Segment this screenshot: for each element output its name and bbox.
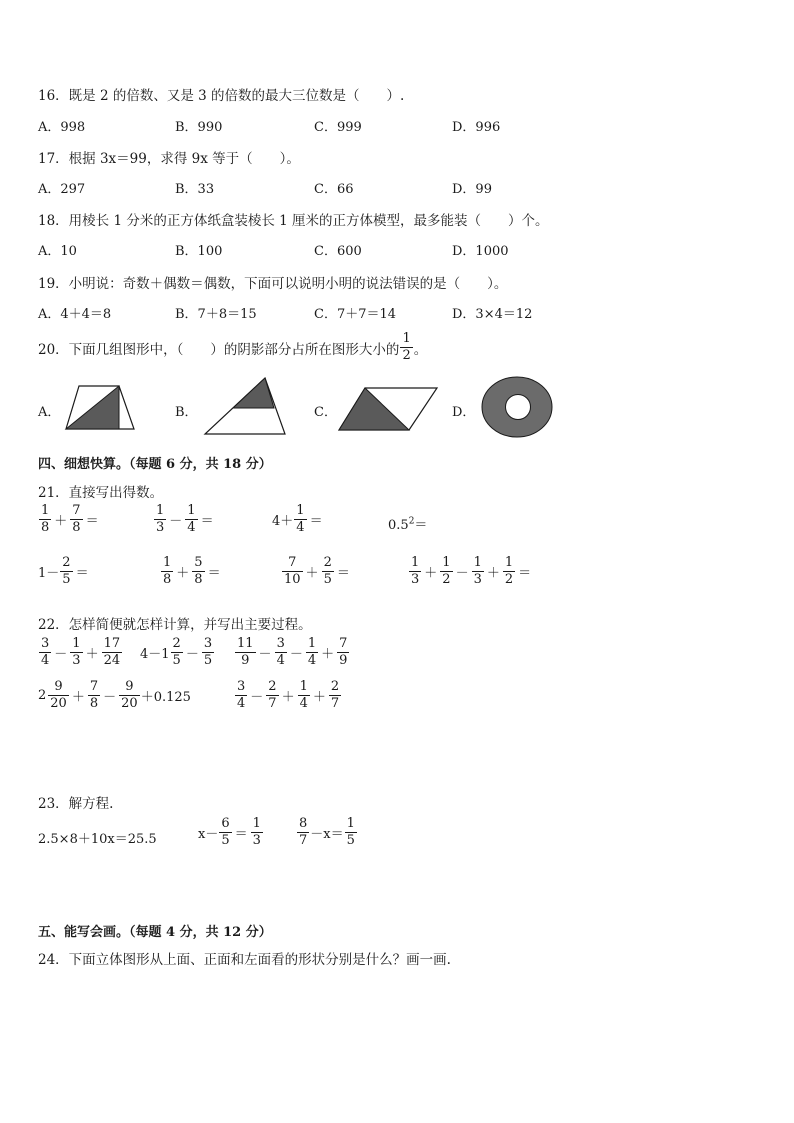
numerator: 9 — [48, 680, 69, 696]
fraction — [472, 556, 484, 588]
minus-sign: － — [250, 690, 264, 706]
q23-equation-1: 2.5×8＋10x＝25.5 — [38, 832, 157, 847]
question-23-text: 23．解方程. — [38, 796, 114, 812]
denominator: 4 — [296, 520, 305, 536]
denominator: 4 — [237, 696, 246, 712]
numerator: 17 — [102, 637, 123, 653]
numerator: 8 — [297, 817, 309, 833]
q20-label-b: B． — [175, 405, 198, 420]
fraction — [275, 637, 287, 669]
plus-sign: ＋ — [321, 647, 335, 663]
q20-label-a: A． — [38, 405, 61, 420]
fraction — [154, 504, 166, 536]
denominator: 5 — [323, 572, 332, 588]
equals-sign: ＝ — [75, 566, 89, 582]
q21-expr-8 — [408, 556, 533, 588]
q17-option-d: D．99 — [452, 182, 492, 197]
numerator: 6 — [219, 817, 231, 833]
denominator: 4 — [187, 520, 196, 536]
equals-sign: ＝ — [207, 566, 221, 582]
q19-option-d: D．3×4＝12 — [452, 307, 533, 322]
question-20-text: 20．下面几组图形中，（ ）的阴影部分占所在图形大小的 — [38, 341, 400, 358]
fraction — [235, 680, 247, 712]
plus-sign: ＋ — [176, 566, 190, 582]
equals-sign: ＝ — [336, 566, 350, 582]
plus-sign: ＋ — [54, 514, 68, 530]
base-value: 0.5 — [388, 518, 409, 533]
question-22-text: 22．怎样简便就怎样计算，并写出主要过程。 — [38, 617, 312, 633]
q19-option-b: B．7＋8＝15 — [175, 307, 257, 322]
denominator: 4 — [307, 653, 317, 669]
equals-sign: ＝ — [518, 566, 532, 582]
q18-option-b: B．100 — [175, 244, 223, 259]
denominator: 10 — [284, 572, 301, 588]
fraction — [306, 637, 318, 669]
q16-option-b: B．990 — [175, 120, 223, 135]
fraction — [337, 637, 349, 669]
integer-part: 2 — [38, 688, 47, 704]
q21-expr-4 — [388, 514, 427, 533]
numerator: 1 — [472, 556, 484, 572]
denominator: 5 — [346, 833, 355, 849]
q21-expr-6 — [160, 556, 223, 588]
q22-expr-5 — [234, 680, 342, 712]
denominator: 3 — [252, 833, 261, 849]
q21-expr-5 — [38, 556, 91, 588]
q23-equation-2 — [198, 817, 264, 849]
q18-option-c: C．600 — [314, 244, 362, 259]
denominator: 5 — [172, 653, 181, 669]
q19-option-c: C．7＋7＝14 — [314, 307, 397, 322]
q22-expr-4 — [38, 680, 191, 712]
equals-sign: ＝ — [414, 518, 428, 533]
numerator: 1 — [161, 556, 173, 572]
denominator: 4 — [276, 653, 285, 669]
fraction — [171, 637, 183, 669]
fraction — [48, 680, 69, 712]
numerator: 7 — [70, 504, 82, 520]
numerator: 5 — [192, 556, 204, 572]
question-21-text: 21．直接写出得数。 — [38, 485, 164, 501]
q17-option-c: C．66 — [314, 182, 354, 197]
denominator: 4 — [299, 696, 308, 712]
q23-equation-3 — [296, 817, 358, 849]
equals-sign: ＝ — [309, 514, 323, 530]
fraction — [282, 556, 303, 588]
question-17-text: 17．根据 3x＝99，求得 9x 等于（ ）。 — [38, 151, 300, 167]
integer-part: 4－1 — [140, 647, 170, 663]
plus-sign: ＋ — [71, 690, 85, 706]
numerator: 1 — [409, 556, 421, 572]
numerator: 1 — [345, 817, 357, 833]
parallelogram-figure-c — [337, 386, 439, 432]
q21-expr-7 — [281, 556, 352, 588]
fraction — [322, 556, 334, 588]
fraction — [102, 637, 123, 669]
plus-sign: ＋ — [424, 566, 438, 582]
minus-sign: － — [169, 514, 183, 530]
numerator: 3 — [275, 637, 287, 653]
q20-label-c: C． — [314, 405, 337, 420]
minus-sign: － — [455, 566, 469, 582]
q22-expr-1 — [38, 637, 123, 669]
plus-sign: ＋ — [281, 690, 295, 706]
denominator: 7 — [330, 696, 340, 712]
numerator: 9 — [119, 680, 140, 696]
numerator: 1 — [503, 556, 515, 572]
question-16-text: 16．既是 2 的倍数、又是 3 的倍数的最大三位数是（ ）. — [38, 88, 405, 104]
q20-fraction — [400, 332, 412, 364]
numerator: 2 — [60, 556, 72, 572]
fraction — [39, 637, 51, 669]
fraction — [161, 556, 173, 588]
denominator: 20 — [50, 696, 67, 712]
denominator: 8 — [163, 572, 172, 588]
numerator: 3 — [202, 637, 214, 653]
q18-option-a: A．10 — [38, 244, 77, 259]
denominator: 9 — [339, 653, 348, 669]
fraction — [251, 817, 263, 849]
plus-sign: ＋ — [85, 647, 99, 663]
fraction — [298, 680, 310, 712]
fraction — [202, 637, 214, 669]
decimal-term: ＋0.125 — [140, 690, 191, 706]
q16-option-c: C．999 — [314, 120, 362, 135]
fraction — [503, 556, 515, 588]
denominator: 8 — [41, 520, 50, 536]
q22-expr-3 — [234, 637, 350, 669]
denominator: 2 — [504, 572, 514, 588]
q18-option-d: D．1000 — [452, 244, 509, 259]
fraction — [266, 680, 278, 712]
fraction — [88, 680, 100, 712]
q20-end: 。 — [413, 341, 428, 358]
trapezoid-figure-a — [64, 384, 136, 432]
q21-expr-2 — [153, 504, 216, 536]
question-19-text: 19．小明说：奇数＋偶数＝偶数，下面可以说明小明的说法错误的是（ ）。 — [38, 276, 508, 292]
denominator: 7 — [268, 696, 277, 712]
fraction — [60, 556, 72, 588]
denominator: 3 — [411, 572, 420, 588]
denominator: 2 — [442, 572, 451, 588]
q16-option-d: D．996 — [452, 120, 501, 135]
denominator: 5 — [203, 653, 213, 669]
fraction — [409, 556, 421, 588]
numerator: 1 — [298, 680, 310, 696]
numerator: 11 — [235, 637, 256, 653]
plus-sign: ＋ — [305, 566, 319, 582]
q17-option-b: B．33 — [175, 182, 215, 197]
denominator: 5 — [62, 572, 71, 588]
numerator: 3 — [235, 680, 247, 696]
numerator: 7 — [337, 637, 349, 653]
denominator: 24 — [103, 653, 121, 669]
numerator: 2 — [171, 637, 183, 653]
triangle-figure-b — [203, 376, 287, 438]
numerator: 2 — [329, 680, 341, 696]
numerator: 2 — [322, 556, 334, 572]
integer-part: 4＋ — [272, 514, 294, 530]
numerator: 2 — [266, 680, 278, 696]
denominator: 9 — [241, 653, 250, 669]
numerator: 1 — [185, 504, 197, 520]
exponent: 2 — [408, 516, 415, 527]
variable-term: －x＝ — [310, 827, 344, 843]
question-24-text: 24．下面立体图形从上面、正面和左面看的形状分别是什么？画一画. — [38, 952, 451, 968]
plus-sign: ＋ — [486, 566, 500, 582]
numerator: 1 — [306, 637, 318, 653]
fraction — [294, 504, 306, 536]
equals-sign: ＝ — [200, 514, 214, 530]
equals-sign: ＝ — [234, 827, 248, 843]
question-20-line — [38, 332, 427, 364]
q20-frac-den: 2 — [402, 348, 411, 364]
minus-sign: － — [289, 647, 303, 663]
section-4-title: 四、细想快算。（每题 6 分，共 18 分） — [38, 457, 272, 472]
question-18-text: 18．用棱长 1 分米的正方体纸盒装棱长 1 厘米的正方体模型，最多能装（ ）个。 — [38, 213, 549, 229]
q20-frac-num: 1 — [400, 332, 412, 348]
fraction — [39, 504, 51, 536]
fraction — [345, 817, 357, 849]
numerator: 1 — [70, 637, 82, 653]
q16-option-a: A．998 — [38, 120, 86, 135]
q17-option-a: A．297 — [38, 182, 86, 197]
denominator: 3 — [72, 653, 81, 669]
q20-label-d: D． — [452, 405, 476, 420]
numerator: 1 — [154, 504, 166, 520]
minus-sign: － — [185, 647, 199, 663]
denominator: 3 — [156, 520, 165, 536]
equals-sign: ＝ — [85, 514, 99, 530]
numerator: 1 — [251, 817, 263, 833]
fraction — [235, 637, 256, 669]
denominator: 3 — [473, 572, 482, 588]
numerator: 3 — [39, 637, 51, 653]
fraction — [185, 504, 197, 536]
q19-option-a: A．4＋4＝8 — [38, 307, 112, 322]
numerator: 1 — [294, 504, 306, 520]
numerator: 1 — [39, 504, 51, 520]
denominator: 4 — [41, 653, 50, 669]
variable-term: x－ — [198, 827, 219, 843]
denominator: 7 — [299, 833, 308, 849]
fraction — [440, 556, 452, 588]
plus-sign: ＋ — [312, 690, 326, 706]
denominator: 8 — [194, 572, 203, 588]
denominator: 8 — [72, 520, 81, 536]
numerator: 7 — [282, 556, 303, 572]
numerator: 1 — [440, 556, 452, 572]
q21-expr-1 — [38, 504, 101, 536]
minus-sign: － — [103, 690, 117, 706]
fraction — [219, 817, 231, 849]
ring-figure-d — [480, 376, 554, 438]
fraction — [70, 504, 82, 536]
fraction — [192, 556, 204, 588]
integer-part: 1－ — [38, 566, 60, 582]
minus-sign: － — [54, 647, 68, 663]
fraction — [329, 680, 341, 712]
denominator: 20 — [121, 696, 138, 712]
q21-expr-3 — [272, 504, 325, 536]
minus-sign: － — [258, 647, 272, 663]
denominator: 8 — [89, 696, 99, 712]
numerator: 7 — [88, 680, 100, 696]
fraction — [119, 680, 140, 712]
section-5-title: 五、能写会画。（每题 4 分，共 12 分） — [38, 925, 272, 940]
fraction — [297, 817, 309, 849]
denominator: 5 — [221, 833, 230, 849]
fraction — [70, 637, 82, 669]
q22-expr-2 — [140, 637, 215, 669]
